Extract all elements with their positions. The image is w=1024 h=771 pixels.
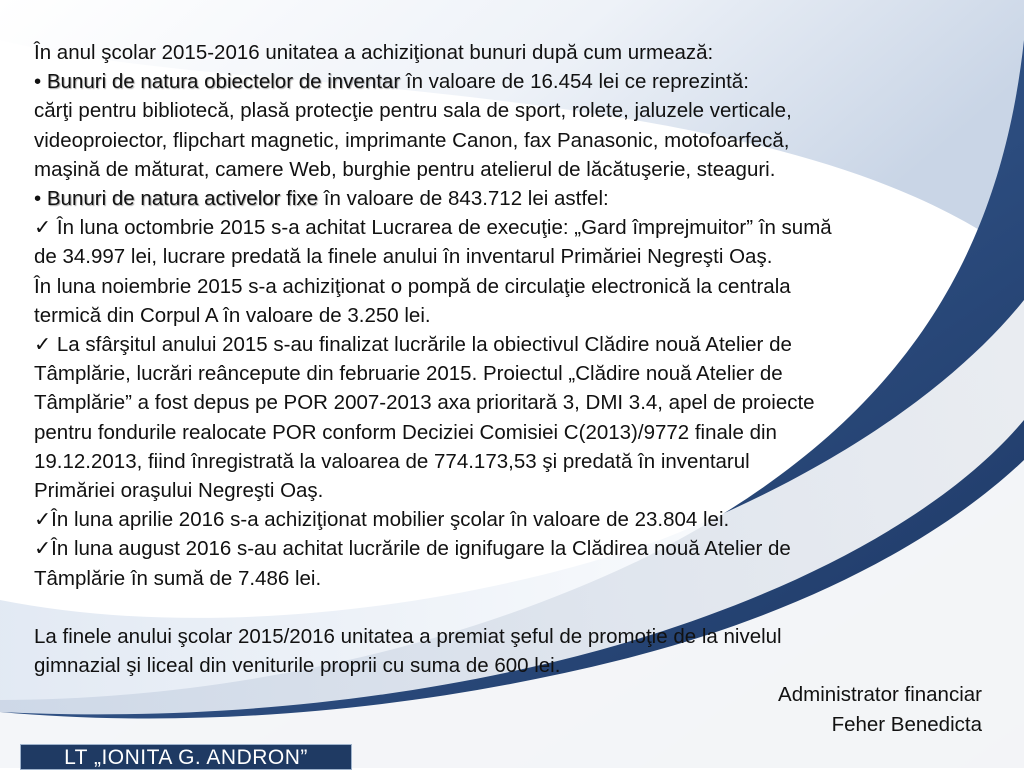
- body-line: [34, 388, 994, 417]
- school-footer-label: LT „IONITA G. ANDRON”: [20, 744, 352, 770]
- body-line: [34, 359, 994, 388]
- line-text: ✓ În luna octombrie 2015 s-a achitat Lucrarea de execuţie: „Gard împrejmuitor” în sumă: [34, 216, 832, 240]
- line-text: în valoare de 843.712 lei astfel:: [318, 187, 609, 211]
- body-line: [34, 272, 994, 301]
- line-text: Tâmplărie, lucrări reâncepute din februarie 2015. Proiectul „Clădire nouă Atelier de: [34, 362, 783, 386]
- line-text: pentru fondurile realocate POR conform Deciziei Comisiei C(2013)/9772 finale din: [34, 420, 777, 444]
- line-text: •: [34, 187, 47, 211]
- body-line: [34, 67, 994, 96]
- body-line: [34, 476, 994, 505]
- closing-line: La finele anului şcolar 2015/2016 unitatea a premiat şeful de promoţie de la nivelul: [34, 625, 782, 649]
- line-text: •: [34, 70, 47, 94]
- line-text: videoproiector, flipchart magnetic, imprimante Canon, fax Panasonic, motofoarfecă,: [34, 128, 790, 152]
- body-line: [34, 126, 994, 155]
- line-text: maşină de măturat, camere Web, burghie pentru atelierul de lăcătuşerie, steaguri.: [34, 157, 776, 181]
- section-heading: Bunuri de natura obiectelor de inventar: [46, 70, 401, 94]
- body-line: [34, 96, 994, 125]
- line-text: Primăriei oraşului Negreşti Oaş.: [34, 479, 324, 503]
- body-line: [34, 301, 994, 330]
- body-line: [34, 447, 994, 476]
- line-text: Tâmplărie în sumă de 7.486 lei.: [34, 566, 322, 590]
- body-line: [34, 418, 994, 447]
- line-text: În luna noiembrie 2015 s-a achiziţionat o pompă de circulaţie electronică la centrala: [34, 274, 791, 298]
- body-line: [34, 505, 994, 534]
- body-line: [34, 155, 994, 184]
- signature-name: Feher Benedicta: [831, 712, 982, 736]
- line-text: ✓În luna aprilie 2016 s-a achiziţionat mobilier şcolar în valoare de 23.804 lei.: [34, 508, 730, 532]
- signature-role: Administrator financiar: [778, 683, 982, 707]
- slide-text-body: [34, 38, 994, 739]
- line-text: ✓În luna august 2016 s-au achitat lucrările de ignifugare la Clădirea nouă Atelier de: [34, 537, 791, 561]
- body-line: [34, 184, 994, 213]
- line-text: în valoare de 16.454 lei ce reprezintă:: [400, 70, 749, 94]
- line-text: ✓ La sfârşitul anului 2015 s-au finalizat lucrările la obiectivul Clădire nouă Atelier de: [34, 333, 792, 357]
- body-line: [34, 330, 994, 359]
- body-line: [34, 564, 994, 593]
- body-line: [34, 534, 994, 563]
- paragraph-spacer: [34, 593, 994, 622]
- body-line: [34, 213, 994, 242]
- line-text: termică din Corpul A în valoare de 3.250 lei.: [34, 303, 431, 327]
- closing-line: gimnazial şi liceal din veniturile proprii cu suma de 600 lei.: [34, 654, 561, 678]
- section-heading: Bunuri de natura activelor fixe: [46, 187, 319, 211]
- line-text: Tâmplărie” a fost depus pe POR 2007-2013 axa prioritară 3, DMI 3.4, apel de proiecte: [34, 391, 815, 415]
- line-text: În anul şcolar 2015-2016 unitatea a achiziţionat bunuri după cum urmează:: [34, 41, 714, 64]
- body-line: [34, 38, 994, 67]
- body-line: [34, 242, 994, 271]
- line-text: cărţi pentru bibliotecă, plasă protecţie pentru sala de sport, rolete, jaluzele verticale,: [34, 99, 792, 123]
- line-text: 19.12.2013, fiind înregistrată la valoarea de 774.173,53 şi predată în inventarul: [34, 449, 750, 473]
- line-text: de 34.997 lei, lucrare predată la finele anului în inventarul Primăriei Negreşti Oaş.: [34, 245, 773, 269]
